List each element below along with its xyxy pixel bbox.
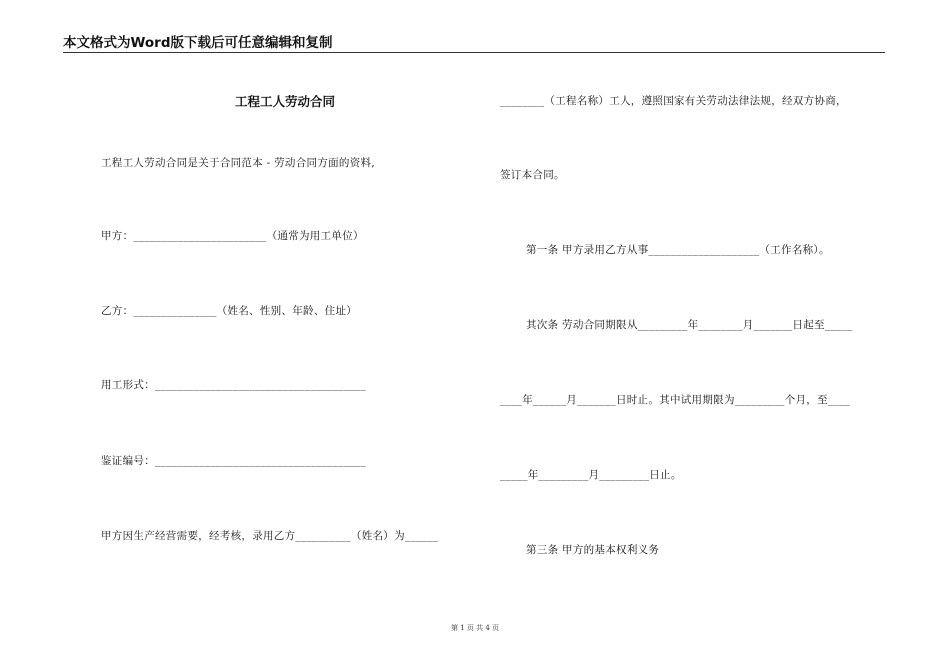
employment-form-line: 用工形式：______________________________________ — [101, 379, 366, 391]
party-a-line: 甲方：________________________（通常为用工单位） — [101, 230, 364, 242]
contract-signing-line: 签订本合同。 — [500, 169, 565, 181]
hiring-clause-continuation: ________（工程名称）工人，遵照国家有关劳动法律法规，经双方协商， — [500, 95, 847, 107]
article-1-line: 第一条 甲方录用乙方从事____________________（工作名称）。 — [526, 244, 830, 256]
article-2-continuation-2: _____年_________月_________日止。 — [500, 469, 682, 481]
verification-number-line: 鉴证编号：______________________________________ — [101, 455, 366, 467]
party-b-line: 乙方：_______________（姓名、性别、年龄、住址） — [101, 305, 358, 317]
header-divider — [63, 52, 885, 53]
article-2-line: 其次条 劳动合同期限从_________年________月_______日起至_____ — [526, 319, 853, 331]
article-3-heading: 第三条 甲方的基本权利义务 — [526, 544, 660, 556]
document-header: 本文格式为Word版下载后可任意编辑和复制 — [63, 35, 333, 51]
hiring-clause-line: 甲方因生产经营需要，经考核，录用乙方__________（姓名）为______ — [101, 530, 439, 542]
page-number: 第 1 页 共 4 页 — [450, 624, 500, 632]
article-2-continuation-1: ____年______月_______日时止。其中试用期限为_________个月，至____ — [500, 394, 851, 406]
intro-paragraph: 工程工人劳动合同是关于合同范本 - 劳动合同方面的资料, — [101, 157, 375, 169]
document-title: 工程工人劳动合同 — [234, 94, 335, 109]
